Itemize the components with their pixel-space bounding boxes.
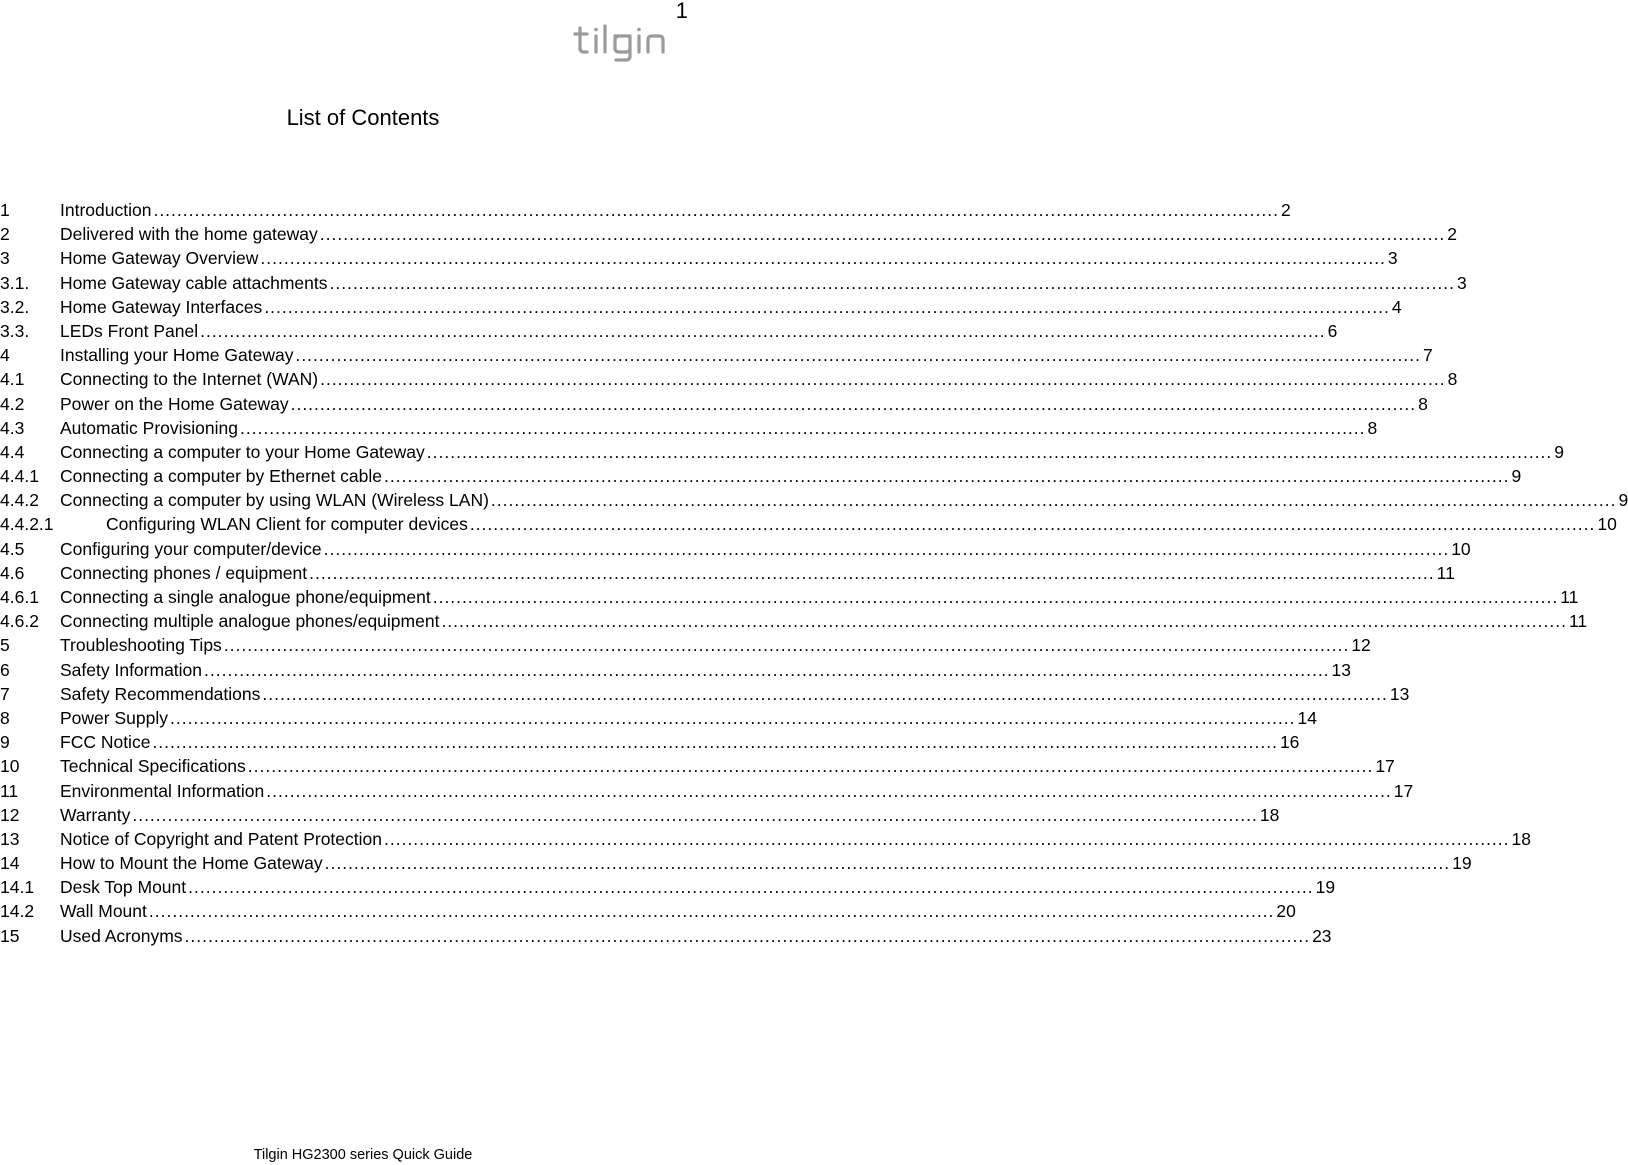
toc-entry[interactable] <box>0 272 1467 297</box>
toc-entry-page: 18 <box>1511 828 1531 849</box>
toc-dot-leader <box>200 321 1326 342</box>
toc-entry-title: Desk Top Mount <box>60 877 187 898</box>
toc-entry-number: 4.3 <box>0 417 25 438</box>
toc-entry-title: Installing your Home Gateway <box>60 345 294 366</box>
toc-entry-number: 3 <box>0 248 10 269</box>
toc-entry-title: LEDs Front Panel <box>60 320 199 341</box>
toc-entry[interactable] <box>0 659 1352 684</box>
toc-entry-page: 13 <box>1389 683 1410 704</box>
toc-entry-title: Troubleshooting Tips <box>60 635 222 656</box>
toc-entry-title: Connecting a single analogue phone/equipment <box>60 587 431 607</box>
toc-dot-leader <box>170 708 1296 729</box>
toc-entry-number: 14.2 <box>0 901 35 922</box>
toc-dot-leader <box>309 563 1435 584</box>
toc-dot-leader <box>248 756 1374 777</box>
toc-entry-title: Introduction <box>60 200 152 220</box>
toc-entry-number: 4.4.2 <box>0 490 39 511</box>
toc-entry-number: 13 <box>0 828 20 849</box>
toc-entry-number: 4.4 <box>0 441 25 462</box>
toc-entry-title: Used Acronyms <box>60 925 183 946</box>
toc-entry-number: 7 <box>0 683 10 704</box>
toc-entry-title: Notice of Copyright and Patent Protection <box>60 828 382 849</box>
toc-dot-leader <box>427 442 1553 463</box>
toc-entry-title: Home Gateway Interfaces <box>60 296 263 317</box>
toc-dot-leader <box>330 273 1456 294</box>
toc-entry[interactable] <box>0 853 1472 877</box>
toc-entry-title: Connecting a computer by Ethernet cable <box>60 466 382 487</box>
toc-entry-number: 4.1 <box>0 369 25 390</box>
toc-entry-title: Home Gateway Overview <box>60 248 259 269</box>
toc-entry[interactable] <box>0 538 1471 563</box>
toc-entry-number: 15 <box>0 925 20 946</box>
toc-entry-title: Safety Information <box>60 659 203 680</box>
table-of-contents <box>0 200 1628 950</box>
toc-entry-page: 8 <box>1367 417 1378 438</box>
toc-dot-leader <box>295 345 1421 366</box>
toc-entry-title: Warranty <box>60 804 131 825</box>
toc-entry[interactable] <box>0 780 1414 805</box>
toc-entry[interactable] <box>0 756 1395 780</box>
toc-entry[interactable] <box>0 804 1280 829</box>
toc-entry-number: 4.5 <box>0 538 25 559</box>
toc-entry-title: FCC Notice <box>60 732 151 753</box>
toc-entry-page: 11 <box>1436 562 1455 583</box>
toc-dot-leader <box>384 829 1510 850</box>
toc-entry[interactable] <box>0 732 1300 756</box>
toc-entry-page: 17 <box>1375 756 1395 777</box>
toc-dot-leader <box>441 611 1567 632</box>
toc-entry-number: 2 <box>0 224 10 245</box>
toc-dot-leader <box>433 587 1559 608</box>
toc-entry-number: 4.6.1 <box>0 587 39 607</box>
toc-entry[interactable] <box>0 466 1522 490</box>
toc-entry[interactable] <box>0 635 1371 659</box>
toc-dot-leader <box>325 853 1451 874</box>
toc-dot-leader <box>153 200 1279 221</box>
toc-entry-page: 2 <box>1447 224 1458 245</box>
toc-entry-title: Power Supply <box>60 707 168 728</box>
toc-entry-page: 19 <box>1452 853 1472 874</box>
toc-dot-leader <box>149 901 1275 922</box>
toc-entry-page: 11 <box>1568 611 1588 632</box>
toc-entry-page: 20 <box>1276 901 1296 922</box>
toc-entry-title: Connecting multiple analogue phones/equipment <box>60 611 440 632</box>
toc-entry[interactable] <box>0 683 1410 708</box>
toc-entry[interactable] <box>0 200 1291 224</box>
page-title: List of Contents <box>286 105 440 130</box>
toc-entry-title: Home Gateway cable attachments <box>60 272 328 293</box>
toc-dot-leader <box>264 297 1390 318</box>
toc-entry-title: Connecting phones / equipment <box>60 562 308 583</box>
toc-entry-title: Automatic Provisioning <box>60 417 238 438</box>
toc-entry[interactable] <box>0 562 1455 587</box>
toc-entry-page: 16 <box>1279 732 1300 753</box>
toc-entry-title: Connecting a computer to your Home Gateway <box>60 441 425 462</box>
toc-entry[interactable] <box>0 707 1317 732</box>
toc-entry-number: 3.1. <box>0 272 30 293</box>
toc-entry-number: 4.4.2.1 <box>0 514 54 535</box>
toc-entry-page: 9 <box>1511 466 1522 487</box>
toc-entry[interactable] <box>0 345 1433 369</box>
page-number: 1 <box>675 0 688 23</box>
toc-entry[interactable] <box>0 514 1617 538</box>
toc-dot-leader <box>262 684 1388 705</box>
toc-dot-leader <box>185 926 1311 947</box>
toc-entry[interactable] <box>0 925 1332 950</box>
toc-entry-number: 12 <box>0 804 20 825</box>
toc-entry-number: 8 <box>0 707 10 728</box>
toc-dot-leader <box>470 514 1596 535</box>
footer: Tilgin HG2300 series Quick Guide <box>253 1147 473 1163</box>
toc-entry-page: 9 <box>1554 441 1565 462</box>
toc-dot-leader <box>320 369 1446 390</box>
toc-entry[interactable] <box>0 441 1565 466</box>
toc-entry-number: 4.6 <box>0 562 25 583</box>
toc-entry-page: 14 <box>1297 707 1317 728</box>
toc-dot-leader <box>240 418 1366 439</box>
toc-entry-title: Configuring WLAN Client for computer devices <box>106 514 468 535</box>
toc-entry-page: 10 <box>1451 538 1471 559</box>
toc-entry[interactable] <box>0 224 1458 248</box>
toc-entry-page: 11 <box>1560 587 1579 607</box>
toc-entry-number: 14 <box>0 853 20 874</box>
toc-entry-page: 6 <box>1327 320 1338 341</box>
toc-entry[interactable] <box>0 320 1338 345</box>
toc-entry[interactable] <box>0 393 1428 418</box>
toc-entry[interactable] <box>0 296 1402 321</box>
toc-dot-leader <box>204 660 1330 681</box>
toc-entry-number: 6 <box>0 659 10 680</box>
toc-entry[interactable] <box>0 417 1378 442</box>
toc-entry-number: 9 <box>0 732 10 753</box>
toc-entry[interactable] <box>0 901 1296 925</box>
toc-entry[interactable] <box>0 248 1398 272</box>
toc-entry-page: 18 <box>1259 804 1280 825</box>
toc-entry[interactable] <box>0 611 1588 635</box>
toc-entry[interactable] <box>0 828 1531 853</box>
toc-entry-page: 3 <box>1457 272 1467 293</box>
toc-entry-title: Wall Mount <box>60 901 147 922</box>
toc-entry-page: 17 <box>1393 780 1414 801</box>
toc-entry-number: 1 <box>0 200 10 220</box>
toc-entry-page: 2 <box>1280 200 1291 220</box>
toc-entry-title: Configuring your computer/device <box>60 538 322 559</box>
toc-entry-number: 10 <box>0 756 20 777</box>
toc-entry-number: 3.3. <box>0 320 30 341</box>
toc-entry-number: 4 <box>0 345 10 366</box>
toc-dot-leader <box>384 466 1510 487</box>
toc-entry-page: 13 <box>1331 659 1352 680</box>
toc-entry-page: 7 <box>1422 345 1433 366</box>
toc-entry-page: 12 <box>1351 635 1371 656</box>
toc-entry-title: Technical Specifications <box>60 756 246 777</box>
toc-entry-title: Environmental Information <box>60 780 265 801</box>
toc-entry-number: 3.2. <box>0 296 30 317</box>
toc-entry[interactable] <box>0 587 1579 611</box>
toc-entry-number: 4.2 <box>0 393 25 414</box>
toc-dot-leader <box>152 732 1278 753</box>
toc-entry-number: 11 <box>0 780 19 801</box>
toc-entry-number: 14.1 <box>0 877 35 898</box>
toc-entry[interactable] <box>0 369 1458 393</box>
toc-entry-page: 8 <box>1447 369 1458 390</box>
toc-dot-leader <box>320 224 1446 245</box>
toc-dot-leader <box>291 394 1417 415</box>
toc-entry-title: Safety Recommendations <box>60 683 261 704</box>
toc-entry-page: 4 <box>1391 296 1402 317</box>
toc-entry-page: 9 <box>1618 490 1628 511</box>
toc-dot-leader <box>260 248 1386 269</box>
toc-entry-title: Power on the Home Gateway <box>60 393 289 414</box>
toc-entry-number: 4.6.2 <box>0 611 39 632</box>
toc-entry-page: 23 <box>1312 925 1332 946</box>
toc-entry[interactable] <box>0 877 1336 901</box>
toc-entry-number: 4.4.1 <box>0 466 39 487</box>
toc-entry-title: Connecting to the Internet (WAN) <box>60 369 319 390</box>
toc-entry-page: 10 <box>1597 514 1617 535</box>
toc-dot-leader <box>324 539 1450 560</box>
toc-entry-number: 5 <box>0 635 10 656</box>
toc-dot-leader <box>132 805 1258 826</box>
toc-dot-leader <box>188 877 1314 898</box>
toc-entry-title: Delivered with the home gateway <box>60 224 318 245</box>
toc-dot-leader <box>224 635 1350 656</box>
toc-entry-page: 19 <box>1315 877 1336 898</box>
toc-dot-leader <box>266 781 1392 802</box>
toc-entry-title: Connecting a computer by using WLAN (Wireless LAN) <box>60 490 489 511</box>
toc-entry-page: 3 <box>1387 248 1398 269</box>
tilgin-logo <box>572 22 680 62</box>
toc-entry-title: How to Mount the Home Gateway <box>60 853 323 874</box>
toc-entry-page: 8 <box>1418 393 1428 414</box>
toc-dot-leader <box>491 490 1617 511</box>
toc-entry[interactable] <box>0 490 1628 514</box>
